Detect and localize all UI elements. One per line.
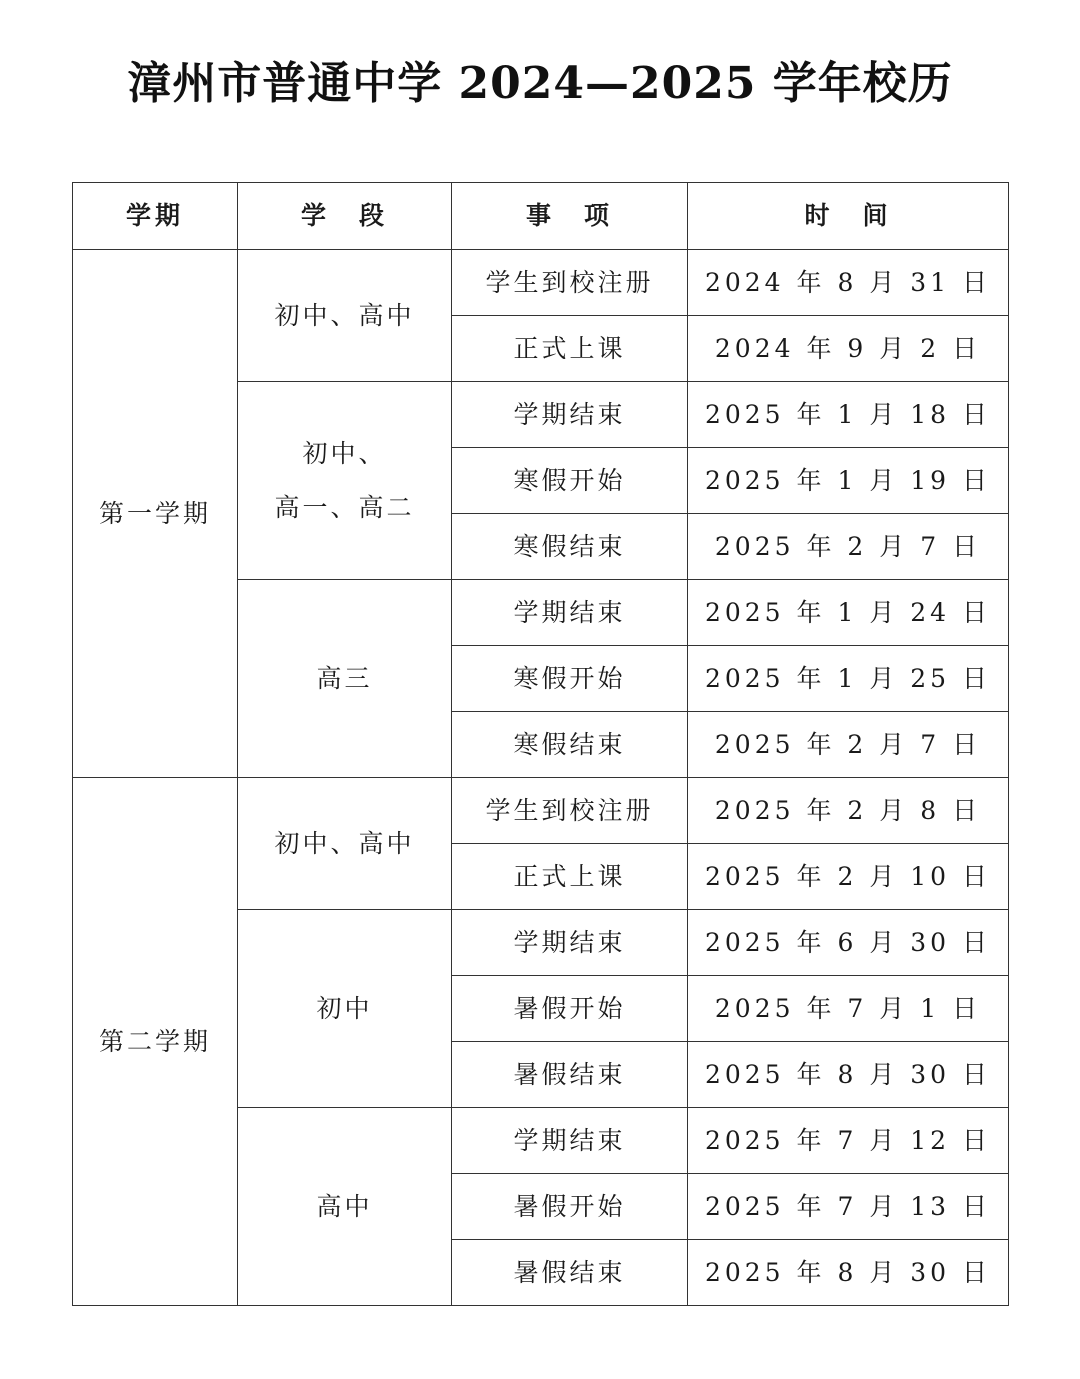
date-cell: 2025 年 7 月 12 日 bbox=[688, 1108, 1009, 1174]
event-cell: 学期结束 bbox=[452, 910, 688, 976]
date-cell: 2025 年 2 月 10 日 bbox=[688, 844, 1009, 910]
event-cell: 寒假结束 bbox=[452, 514, 688, 580]
event-cell: 暑假开始 bbox=[452, 976, 688, 1042]
term-cell: 第一学期 bbox=[73, 250, 238, 778]
event-cell: 学生到校注册 bbox=[452, 250, 688, 316]
table-row bbox=[73, 250, 1009, 316]
date-cell: 2025 年 6 月 30 日 bbox=[688, 910, 1009, 976]
table-row bbox=[73, 778, 1009, 844]
stage-cell: 高三 bbox=[238, 580, 452, 778]
event-cell: 学期结束 bbox=[452, 382, 688, 448]
date-cell: 2025 年 1 月 19 日 bbox=[688, 448, 1009, 514]
header-stage: 学 段 bbox=[238, 183, 452, 250]
event-cell: 暑假结束 bbox=[452, 1042, 688, 1108]
date-cell: 2025 年 8 月 30 日 bbox=[688, 1042, 1009, 1108]
stage-cell: 初中、高中 bbox=[238, 250, 452, 382]
event-cell: 学期结束 bbox=[452, 1108, 688, 1174]
event-cell: 暑假结束 bbox=[452, 1240, 688, 1306]
date-cell: 2025 年 8 月 30 日 bbox=[688, 1240, 1009, 1306]
stage-cell: 高中 bbox=[238, 1108, 452, 1306]
stage-line: 初中、 bbox=[302, 438, 387, 468]
term-cell: 第二学期 bbox=[73, 778, 238, 1306]
header-date: 时 间 bbox=[688, 183, 1009, 250]
event-cell: 暑假开始 bbox=[452, 1174, 688, 1240]
stage-cell bbox=[238, 382, 452, 580]
header-event: 事 项 bbox=[452, 183, 688, 250]
date-cell: 2025 年 2 月 8 日 bbox=[688, 778, 1009, 844]
date-cell: 2025 年 2 月 7 日 bbox=[688, 514, 1009, 580]
header-term: 学期 bbox=[73, 183, 238, 250]
event-cell: 正式上课 bbox=[452, 844, 688, 910]
event-cell: 寒假开始 bbox=[452, 448, 688, 514]
date-cell: 2025 年 7 月 1 日 bbox=[688, 976, 1009, 1042]
event-cell: 寒假结束 bbox=[452, 712, 688, 778]
date-cell: 2024 年 9 月 2 日 bbox=[688, 316, 1009, 382]
date-cell: 2025 年 2 月 7 日 bbox=[688, 712, 1009, 778]
school-calendar-table bbox=[72, 182, 1009, 1306]
stage-cell: 初中 bbox=[238, 910, 452, 1108]
event-cell: 学生到校注册 bbox=[452, 778, 688, 844]
date-cell: 2025 年 7 月 13 日 bbox=[688, 1174, 1009, 1240]
stage-line: 高一、高二 bbox=[274, 492, 415, 522]
header-row bbox=[73, 183, 1009, 250]
date-cell: 2025 年 1 月 25 日 bbox=[688, 646, 1009, 712]
event-cell: 学期结束 bbox=[452, 580, 688, 646]
page-title: 漳州市普通中学 2024—2025 学年校历 bbox=[127, 58, 953, 109]
event-cell: 寒假开始 bbox=[452, 646, 688, 712]
date-cell: 2025 年 1 月 18 日 bbox=[688, 382, 1009, 448]
date-cell: 2024 年 8 月 31 日 bbox=[688, 250, 1009, 316]
stage-cell: 初中、高中 bbox=[238, 778, 452, 910]
date-cell: 2025 年 1 月 24 日 bbox=[688, 580, 1009, 646]
event-cell: 正式上课 bbox=[452, 316, 688, 382]
